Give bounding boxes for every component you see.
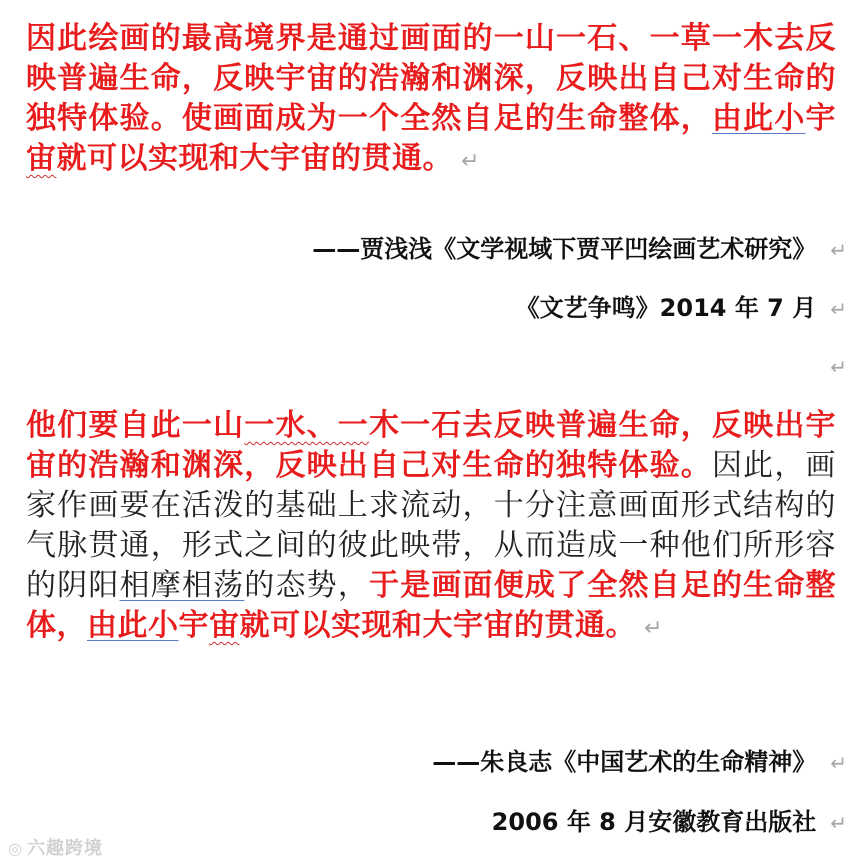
source2-author-line (432, 746, 847, 779)
quote2-text-e: 就可以实现和大宇宙的贯通。 (239, 608, 636, 643)
paragraph-mark-icon: ↵ (461, 149, 480, 174)
source1-author-line (312, 233, 847, 266)
quote2-text-a: 他们要自此一山 (26, 408, 245, 443)
paragraph-mark-icon: ↵ (830, 355, 847, 379)
quote2-wavy-text-b: 宙 (209, 608, 240, 643)
source1-author-text: ——贾浅浅《文学视域下贾平凹绘画艺术研究》 (312, 235, 817, 263)
quote1-wavy-text: 宙 (26, 141, 57, 176)
paragraph-mark-icon: ↵ (644, 616, 663, 641)
source1-date-text: 《文艺争鸣》2014 年 7 月 (515, 294, 817, 322)
quote2-text-c: 于是画面便成了全然自足的生命整体， (26, 568, 837, 643)
quote2-plain-text-a: 因此，画家作画要在活泼的基础上求流动，十分注意画面形式结构的气脉贯通，形式之间的彼此映带，从而造成一种他们所形容的阴阳 (26, 448, 837, 603)
source2-author-text: ——朱良志《中国艺术的生命精神》 (432, 748, 817, 776)
quote-paragraph-1 (26, 19, 836, 182)
quote2-plain-text-b: 的态势， (244, 568, 370, 603)
watermark (8, 834, 103, 860)
source2-publisher-line (492, 806, 847, 839)
quote2-underlined-text: 由此小 (87, 608, 179, 643)
quote1-underlined-text: 由此小 (711, 101, 806, 136)
camera-logo-icon: ◎ (8, 839, 23, 858)
quote1-text-b: 宇 (805, 101, 837, 136)
source2-publisher-text: 2006 年 8 月安徽教育出版社 (491, 808, 817, 836)
quote2-wavy-text-a: 一水、一 (244, 408, 369, 443)
paragraph-mark-icon: ↵ (830, 238, 847, 262)
paragraph-mark-icon: ↵ (830, 811, 847, 835)
quote2-text-d: 宇 (178, 608, 209, 643)
source1-date-line (516, 292, 847, 325)
quote1-text-c: 就可以实现和大宇宙的贯通。 (56, 141, 453, 176)
quote2-underlined-plain-text: 相摩相荡 (119, 568, 245, 603)
watermark-text: 六趣跨境 (26, 838, 103, 859)
empty-line (816, 350, 847, 383)
quote-paragraph-2 (26, 406, 836, 649)
quote2-text-b: 木一石去反映普遍生命，反映出宇宙的浩瀚和渊深，反映出自己对生命的独特体验。 (26, 408, 837, 483)
paragraph-mark-icon: ↵ (830, 297, 847, 321)
quote1-text-a: 因此绘画的最高境界是通过画面的一山一石、一草一木去反映普遍生命，反映宇宙的浩瀚和渊深，反映出自己对生命的独特体验。使画面成为一个全然自足的生命整体， (26, 21, 836, 136)
paragraph-mark-icon: ↵ (830, 751, 847, 775)
